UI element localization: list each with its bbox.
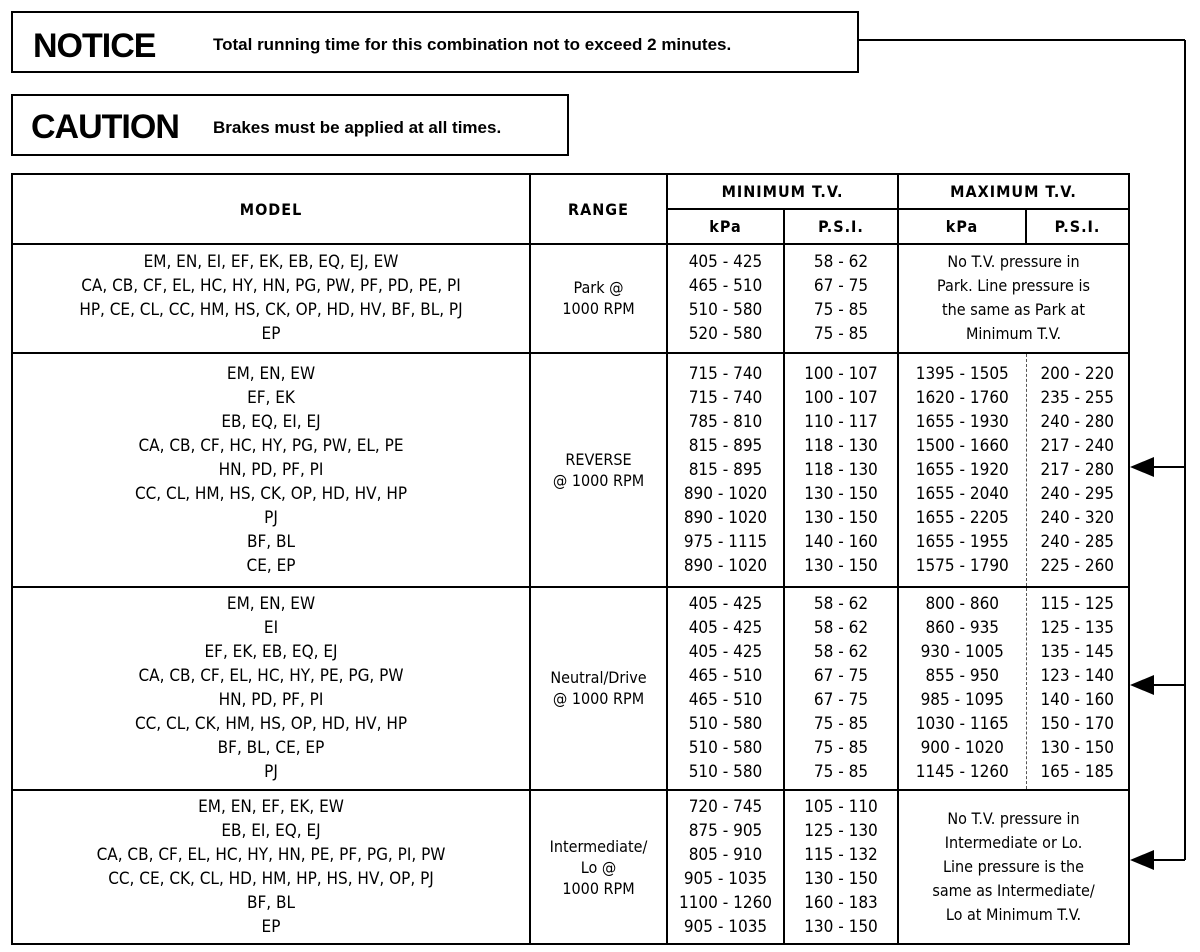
min-psi-cell-line: 130 - 150 [804, 869, 878, 890]
model-cell-line: CA, CB, CF, EL, HC, HY, HN, PE, PF, PG, PI, PW [96, 845, 446, 866]
min-kpa-cell-line: 715 - 740 [688, 387, 763, 408]
range-cell-line: Intermediate/ [549, 836, 648, 856]
min-psi-cell-line: 140 - 160 [804, 531, 878, 552]
min-kpa-cell-line: 905 - 1035 [683, 869, 768, 890]
min-kpa-cell-line: 510 - 580 [688, 762, 763, 783]
min-psi-cell-line: 58 - 62 [813, 642, 869, 663]
min-kpa-cell-line: 875 - 905 [688, 821, 763, 842]
model-cell-line: EM, EN, EF, EK, EW [198, 797, 344, 818]
max-kpa-cell-line: 1655 - 2040 [915, 483, 1009, 504]
arrow-intermediate-icon [1130, 850, 1154, 870]
max-kpa-cell-line: 1655 - 1930 [915, 411, 1009, 432]
max-psi-cell-line: 235 - 255 [1040, 387, 1115, 408]
range-cell-line: Neutral/Drive [550, 668, 647, 688]
max-psi-cell-line: 125 - 135 [1040, 618, 1115, 639]
min-psi-cell-line: 105 - 110 [804, 797, 878, 818]
model-cell-line: EP [261, 324, 281, 345]
min-kpa-cell-line: 890 - 1020 [683, 555, 768, 576]
min-psi-cell-line: 67 - 75 [813, 276, 869, 297]
model-cell-line: EM, EN, EW [226, 594, 316, 615]
max-note-cell-line: same as Intermediate/ [932, 881, 1095, 901]
min-psi-cell-line: 58 - 62 [813, 594, 869, 615]
min-kpa-cell-line: 815 - 895 [688, 459, 763, 480]
min-kpa-cell-line: 405 - 425 [688, 618, 763, 639]
max-kpa-cell-line: 1655 - 1955 [915, 531, 1009, 552]
max-kpa-cell-line: 1395 - 1505 [915, 363, 1009, 384]
min-psi-cell-line: 100 - 107 [804, 387, 878, 408]
max-psi-cell-line: 217 - 280 [1040, 459, 1115, 480]
max-psi-cell-line: 150 - 170 [1040, 714, 1115, 735]
max-note-cell-line: Minimum T.V. [965, 324, 1062, 344]
max-psi-cell-line: 240 - 285 [1040, 531, 1115, 552]
model-cell-line: HN, PD, PF, PI [218, 459, 324, 480]
model-cell-line: CE, EP [246, 555, 296, 576]
header-model: MODEL [12, 174, 530, 244]
min-psi-cell-line: 75 - 85 [813, 762, 869, 783]
header-min-psi: P.S.I. [784, 209, 898, 244]
max-kpa-cell-line: 800 - 860 [925, 594, 1000, 615]
min-kpa-cell-line: 905 - 1035 [683, 917, 768, 938]
min-psi-cell-line: 115 - 132 [804, 845, 878, 866]
header-max-tv: MAXIMUM T.V. [898, 174, 1129, 209]
model-cell-line: PJ [264, 762, 278, 783]
max-psi-cell-line: 165 - 185 [1040, 762, 1115, 783]
min-kpa-cell-line: 405 - 425 [688, 594, 763, 615]
min-psi-cell-line: 75 - 85 [813, 714, 869, 735]
max-kpa-cell-line: 1620 - 1760 [915, 387, 1009, 408]
notice-label: NOTICE [33, 27, 156, 65]
max-kpa-cell-line: 1500 - 1660 [915, 435, 1009, 456]
max-note-cell-line: Lo at Minimum T.V. [945, 905, 1082, 925]
max-note-cell-line: No T.V. pressure in [947, 252, 1080, 272]
max-kpa-cell-line: 1575 - 1790 [915, 555, 1009, 576]
model-cell-line: CC, CE, CK, CL, HD, HM, HP, HS, HV, OP, PJ [108, 869, 434, 890]
max-kpa-cell-line: 1655 - 2205 [915, 507, 1009, 528]
model-cell-line: CA, CB, CF, EL, HC, HY, HN, PG, PW, PF, PD, PE, PI [81, 276, 461, 297]
max-kpa-cell-line: 1030 - 1165 [915, 714, 1009, 735]
min-psi-cell-line: 130 - 150 [804, 483, 878, 504]
max-psi-cell-line: 240 - 295 [1040, 483, 1115, 504]
min-psi-cell-line: 118 - 130 [804, 459, 878, 480]
max-kpa-cell-line: 930 - 1005 [920, 642, 1004, 663]
model-cell-line: EF, EK [247, 387, 295, 408]
min-kpa-cell-line: 785 - 810 [688, 411, 763, 432]
min-kpa-cell-line: 405 - 425 [688, 252, 763, 273]
max-kpa-cell-line: 1145 - 1260 [915, 762, 1009, 783]
max-note-cell-line: Intermediate or Lo. [944, 833, 1083, 853]
min-kpa-cell-line: 510 - 580 [688, 738, 763, 759]
max-note-cell-line: No T.V. pressure in [947, 809, 1080, 829]
min-psi-cell-line: 118 - 130 [804, 435, 878, 456]
min-kpa-cell-line: 890 - 1020 [683, 483, 768, 504]
range-cell-line: Lo @ [580, 857, 617, 877]
arrow-neutral-icon [1130, 675, 1154, 695]
model-cell-line: EB, EI, EQ, EJ [221, 821, 321, 842]
min-psi-cell-line: 75 - 85 [813, 300, 869, 321]
min-psi-cell-line: 110 - 117 [804, 411, 878, 432]
model-cell-line: PJ [264, 507, 278, 528]
model-cell-line: BF, BL [246, 531, 295, 552]
model-cell-line: CA, CB, CF, EL, HC, HY, PE, PG, PW [138, 666, 404, 687]
model-cell-line: CC, CL, CK, HM, HS, OP, HD, HV, HP [134, 714, 408, 735]
model-cell-line: EP [261, 917, 281, 938]
model-cell-line: HP, CE, CL, CC, HM, HS, CK, OP, HD, HV, BF, BL, PJ [79, 300, 463, 321]
min-kpa-cell-line: 805 - 910 [688, 845, 763, 866]
min-psi-cell-line: 67 - 75 [813, 690, 869, 711]
min-psi-cell-line: 160 - 183 [804, 893, 878, 914]
min-psi-cell-line: 130 - 150 [804, 555, 878, 576]
range-cell-line: @ 1000 RPM [552, 470, 645, 490]
max-kpa-cell-line: 1655 - 1920 [915, 459, 1009, 480]
min-psi-cell-line: 125 - 130 [804, 821, 878, 842]
min-kpa-cell-line: 465 - 510 [688, 666, 763, 687]
model-cell-line: EM, EN, EI, EF, EK, EB, EQ, EJ, EW [143, 252, 399, 273]
caution-message: Brakes must be applied at all times. [213, 118, 502, 137]
min-kpa-cell-line: 815 - 895 [688, 435, 763, 456]
model-cell-line: HN, PD, PF, PI [218, 690, 324, 711]
min-kpa-cell-line: 465 - 510 [688, 276, 763, 297]
range-cell-line: @ 1000 RPM [552, 689, 645, 709]
header-min-kpa: kPa [667, 209, 784, 244]
min-kpa-cell-line: 510 - 580 [688, 714, 763, 735]
max-kpa-cell-line: 855 - 950 [925, 666, 1000, 687]
min-psi-cell-line: 100 - 107 [804, 363, 878, 384]
max-note-cell-line: Park. Line pressure is [937, 276, 1090, 296]
range-cell-line: Park @ [573, 278, 624, 298]
max-psi-cell-line: 135 - 145 [1040, 642, 1115, 663]
notice-message: Total running time for this combination not to exceed 2 minutes. [213, 35, 732, 54]
header-max-psi: P.S.I. [1026, 209, 1129, 244]
range-cell-line: REVERSE [565, 449, 632, 469]
model-cell-line: BF, BL [246, 893, 295, 914]
header-min-tv: MINIMUM T.V. [667, 174, 898, 209]
max-kpa-cell-line: 900 - 1020 [920, 738, 1004, 759]
header-max-kpa: kPa [898, 209, 1026, 244]
min-kpa-cell-line: 405 - 425 [688, 642, 763, 663]
min-kpa-cell-line: 510 - 580 [688, 300, 763, 321]
model-cell-line: CC, CL, HM, HS, CK, OP, HD, HV, HP [134, 483, 408, 504]
min-kpa-cell-line: 1100 - 1260 [678, 893, 773, 914]
max-psi-cell-line: 115 - 125 [1040, 594, 1115, 615]
max-note-cell-line: Line pressure is the [943, 857, 1084, 877]
min-kpa-cell-line: 975 - 1115 [683, 531, 768, 552]
max-psi-cell-line: 130 - 150 [1040, 738, 1115, 759]
range-cell-line: 1000 RPM [562, 878, 635, 898]
max-psi-cell-line: 225 - 260 [1040, 555, 1115, 576]
min-psi-cell-line: 130 - 150 [804, 507, 878, 528]
header-range: RANGE [530, 174, 667, 244]
min-psi-cell-line: 75 - 85 [813, 324, 869, 345]
max-psi-cell-line: 123 - 140 [1040, 666, 1115, 687]
model-cell-line: EI [263, 618, 279, 639]
model-cell-line: EF, EK, EB, EQ, EJ [204, 642, 338, 663]
max-note-cell-line: the same as Park at [942, 300, 1085, 320]
max-psi-cell-line: 217 - 240 [1040, 435, 1115, 456]
max-psi-cell-line: 140 - 160 [1040, 690, 1115, 711]
min-psi-cell-line: 130 - 150 [804, 917, 878, 938]
max-psi-cell-line: 240 - 280 [1040, 411, 1115, 432]
model-cell-line: EM, EN, EW [226, 363, 316, 384]
min-kpa-cell-line: 520 - 580 [688, 324, 763, 345]
model-cell-line: EB, EQ, EI, EJ [221, 411, 321, 432]
max-psi-cell-line: 240 - 320 [1040, 507, 1115, 528]
model-cell-line: CA, CB, CF, HC, HY, PG, PW, EL, PE [138, 435, 404, 456]
max-kpa-cell-line: 985 - 1095 [920, 690, 1004, 711]
range-cell-line: 1000 RPM [562, 299, 635, 319]
min-psi-cell-line: 58 - 62 [813, 618, 869, 639]
min-kpa-cell-line: 465 - 510 [688, 690, 763, 711]
caution-label: CAUTION [31, 108, 179, 146]
model-cell-line: BF, BL, CE, EP [217, 738, 325, 759]
min-psi-cell-line: 58 - 62 [813, 252, 869, 273]
min-kpa-cell-line: 890 - 1020 [683, 507, 768, 528]
min-kpa-cell-line: 715 - 740 [688, 363, 763, 384]
max-psi-cell-line: 200 - 220 [1040, 363, 1115, 384]
min-kpa-cell-line: 720 - 745 [688, 797, 763, 818]
min-psi-cell-line: 67 - 75 [813, 666, 869, 687]
min-psi-cell-line: 75 - 85 [813, 738, 869, 759]
arrow-reverse-icon [1130, 457, 1154, 477]
max-kpa-cell-line: 860 - 935 [925, 618, 1000, 639]
